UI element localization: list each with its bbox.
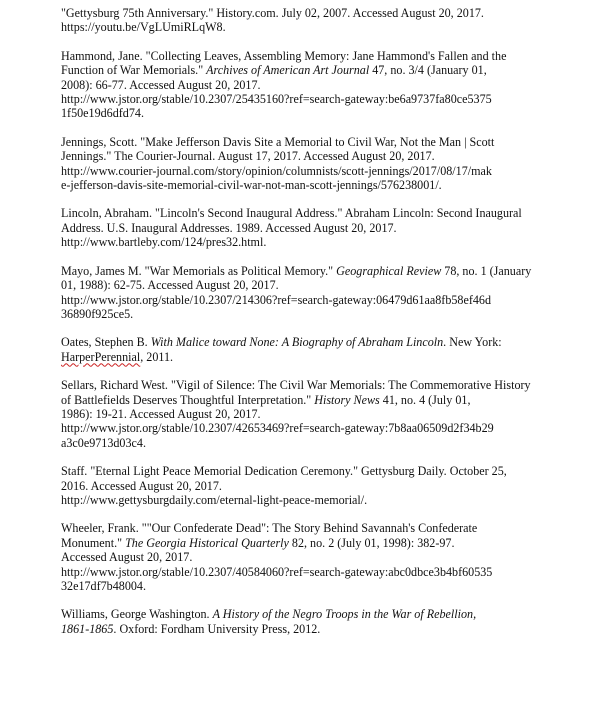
entry-url-line: http://www.gettysburgdaily.com/eternal-light-peace-memorial/. [61,492,368,507]
entry-text: 41, no. 4 (July 01, [379,392,471,407]
entry-url-line: a3c0e9713d03c4. [61,435,146,450]
entry-text-line: Wheeler, Frank. ""Our Confederate Dead": The Story Behind Savannah's Confederate [61,521,478,536]
entry-url-line: http://www.jstor.org/stable/10.2307/40584060?ref=search-gateway:abc0dbce3b4bf60535 [61,564,493,579]
bibliography-entry [61,607,533,636]
entry-text-line: Accessed August 20, 2017. [61,550,193,565]
bibliography-entry [61,264,533,322]
entry-text: of Battlefields Deserves Thoughtful Interpretation." [61,392,315,407]
entry-text: 78, no. 1 (January [441,263,532,278]
entry-text: Williams, George Washington. [61,607,213,622]
entry-text: . Oxford: Fordham University Press, 2012. [113,621,321,636]
journal-title: The Georgia Historical Quarterly [125,535,289,550]
entry-url-line: 1f50e19d6dfd74. [61,106,144,121]
entry-text-line [61,63,533,78]
entry-text: Function of War Memorials." [61,63,207,78]
entry-url-line: 32e17df7b48004. [61,579,146,593]
bibliography-entry [61,135,533,193]
bibliography-entry [61,6,533,35]
entry-text-line: Hammond, Jane. "Collecting Leaves, Assembling Memory: Jane Hammond's Fallen and the [61,48,507,63]
entry-text-line: "Gettysburg 75th Anniversary." History.com. July 02, 2007. Accessed August 20, 2017. [61,6,484,20]
entry-text: 47, no. 3/4 (January 01, [369,63,487,78]
book-title: A History of the Negro Troops in the War of Rebellion, [212,607,477,622]
entry-text-line [61,621,533,636]
entry-text-line: 1986): 19-21. Accessed August 20, 2017. [61,406,261,421]
bibliography-entry [61,49,533,121]
entry-text: , 2011. [140,349,174,364]
book-title: 1861-1865 [61,621,114,636]
entry-url-line: http://www.bartleby.com/124/pres32.html. [61,235,267,250]
entry-text-line: 01, 1988): 62-75. Accessed August 20, 2017. [61,278,279,293]
bibliography-entry [61,335,533,364]
entry-text-line: Staff. "Eternal Light Peace Memorial Dedication Ceremony." Gettysburg Daily. October 25, [61,464,507,479]
journal-title: Archives of American Art Journal [206,63,370,78]
spellcheck-flagged-word: HarperPerennial [61,349,141,364]
entry-text: 82, no. 2 (July 01, 1998): 382-97. [288,535,455,550]
entry-text-line [61,607,533,622]
bibliography-entry [61,378,533,450]
entry-text: Mayo, James M. "War Memorials as Political Memory." [61,263,337,278]
entry-url-line: http://www.courier-journal.com/story/opinion/columnists/scott-jennings/2017/08/17/mak [61,163,492,178]
entry-text-line: 2016. Accessed August 20, 2017. [61,478,222,493]
journal-title: Geographical Review [336,263,442,278]
entry-text-line [61,392,533,407]
entry-text-line [61,335,533,350]
entry-text-line [61,349,533,364]
entry-text-line [61,263,533,278]
entry-text: Monument." [61,535,126,550]
entry-url-line: http://www.jstor.org/stable/10.2307/25435160?ref=search-gateway:be6a9737fa80ce5375 [61,92,492,107]
entry-url-line: 36890f925ce5. [61,306,134,321]
bibliography-list [61,6,533,636]
entry-text: Oates, Stephen B. [61,335,151,350]
entry-text-line: Jennings." The Courier-Journal. August 17, 2017. Accessed August 20, 2017. [61,149,435,164]
bibliography-entry [61,521,533,593]
entry-text-line: Jennings, Scott. "Make Jefferson Davis Site a Memorial to Civil War, Not the Man | Scott [61,134,495,149]
bibliography-entry [61,464,533,507]
entry-url-line: http://www.jstor.org/stable/10.2307/42653469?ref=search-gateway:7b8aa06509d2f34b29 [61,421,494,436]
bibliography-entry [61,206,533,249]
entry-text-line: Sellars, Richard West. "Vigil of Silence: The Civil War Memorials: The Commemorative History [61,378,531,393]
entry-url-line: e-jefferson-davis-site-memorial-civil-war-not-man-scott-jennings/576238001/. [61,178,442,193]
entry-text-line: https://youtu.be/VgLUmiRLqW8. [61,20,226,35]
entry-text-line: 2008): 66-77. Accessed August 20, 2017. [61,77,261,92]
journal-title: History News [314,392,380,407]
book-title: With Malice toward None: A Biography of Abraham Lincoln [150,335,444,350]
entry-text-line [61,535,533,550]
entry-text-line: Address. U.S. Inaugural Addresses. 1989. Accessed August 20, 2017. [61,220,397,235]
entry-text: . New York: [443,335,502,350]
entry-url-line: http://www.jstor.org/stable/10.2307/214306?ref=search-gateway:06479d61aa8fb58ef46d [61,292,492,307]
entry-text-line: Lincoln, Abraham. "Lincoln's Second Inaugural Address." Abraham Lincoln: Second Inaugural [61,206,522,221]
